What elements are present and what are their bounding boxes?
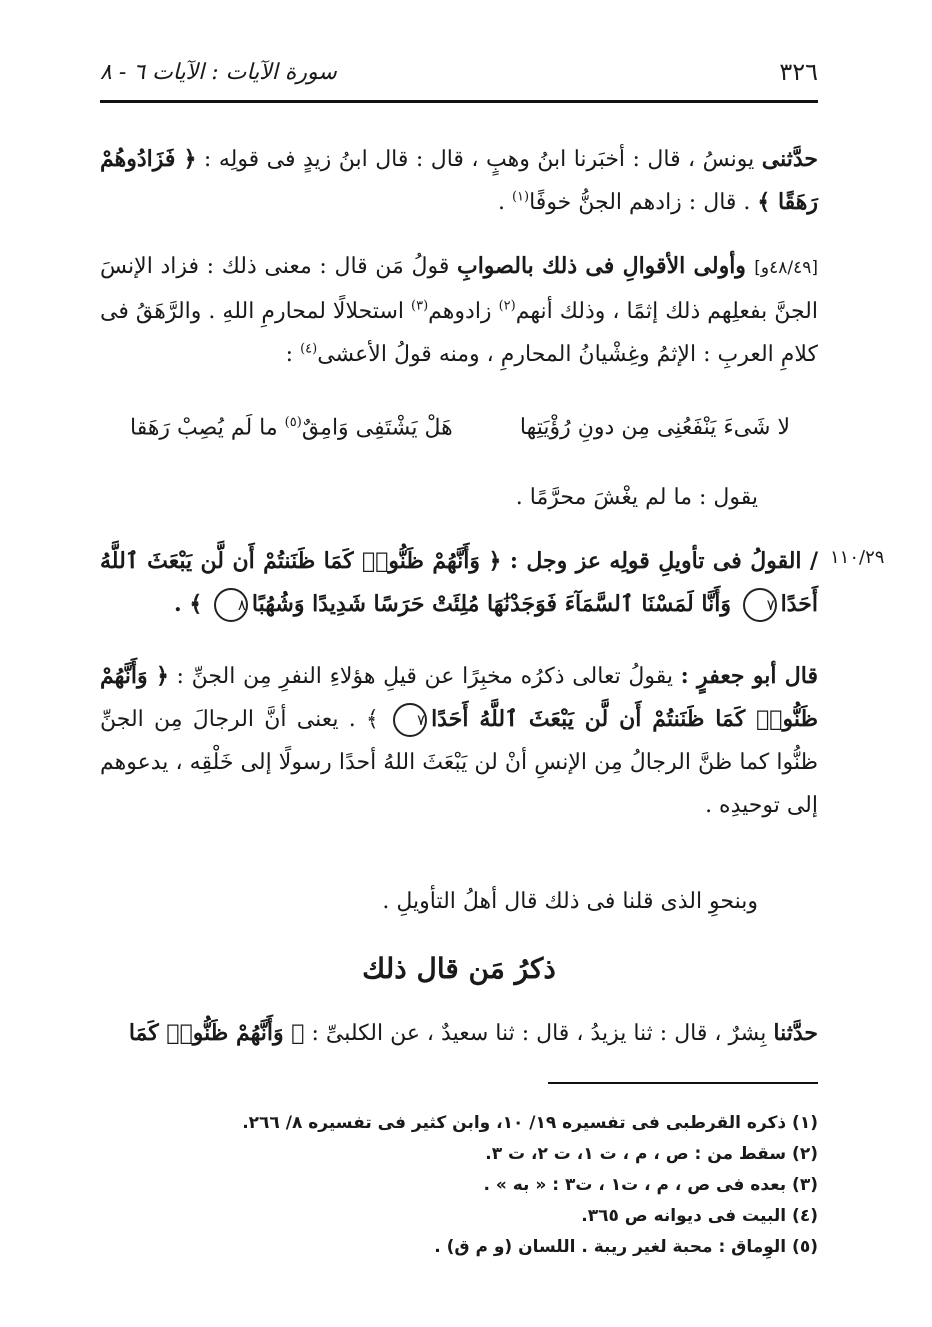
footnote-ref-3: (٣): [411, 298, 429, 314]
verse-number-7-ref: ٧: [393, 703, 427, 737]
paragraph-5: [100, 655, 818, 827]
p1-text: يونسُ ، قال : أخبَرنا ابنُ وهبٍ ، قال : قال ابنُ زيدٍ فى قولِه :: [196, 147, 762, 172]
p7-quran: ﴿ وَأَنَّهُمْ ظَنُّوا۟ كَمَا: [128, 1020, 305, 1046]
footnote-3: (٣) بعده فى ص ، م ، ت١ ، ت٣ : « به » .: [483, 1175, 818, 1195]
running-head: [100, 52, 818, 92]
p4-lead: / القولُ فى تأويلِ قولِه عز وجل :: [509, 548, 819, 574]
p1-lead: حدَّثنى: [761, 146, 819, 172]
verse-number-8: ٨: [214, 588, 248, 622]
verse-number-7: ٧: [743, 588, 777, 622]
paragraph-1: [100, 138, 818, 224]
page-number: ٣٢٦: [779, 58, 818, 86]
footnote-rule: [548, 1082, 818, 1084]
p1-quran: ﴿ فَزَادُوهُمْ رَهَقًا ﴾: [100, 146, 818, 215]
p2-lead: وأولى الأقوالِ فى ذلك بالصوابِ: [456, 253, 755, 279]
p2-text-3: استحلالًا لمحارمِ اللهِ . والرَّهَقُ فى كلامِ العربِ : الإثمُ وغِشْيانُ المحارمِ ، ومنه قولُ الأعشى: [100, 299, 818, 367]
footnote-2: (٢) سقط من : ص ، م ، ت ١، ت ٢، ت ٣.: [485, 1144, 818, 1164]
margin-reference: ١١٠/٢٩: [830, 547, 885, 568]
p7-text: بِشرٌ ، قال : ثنا يزيدُ ، قال : ثنا سعيدٌ ، عن الكلبىِّ :: [304, 1021, 774, 1046]
footnote-ref-4: (٤): [300, 341, 318, 357]
paragraph-3: [100, 476, 818, 519]
paragraph-4: [100, 540, 818, 626]
p4-end: ﴾ .: [174, 591, 210, 617]
footnote-1: (١) ذكره القرطبى فى تفسيره ١٩/ ١٠، وابن كثير فى تفسيره ٨/ ٢٦٦.: [242, 1113, 818, 1133]
paragraph-7: [100, 1012, 818, 1055]
verse-2-pre: هَلْ يَشْتَفِى وَامِقٌ: [301, 415, 453, 441]
footnote-ref-2: (٢): [498, 298, 516, 314]
footnote-4: (٤) البيت فى ديوانه ص ٣٦٥.: [581, 1206, 818, 1226]
footnote-ref-1: (١): [511, 189, 530, 205]
footnote-5: (٥) الوِماق : محبة لغير ريبة . اللسان (و م ق) .: [434, 1237, 818, 1257]
p1-end: .: [497, 190, 512, 215]
section-heading: ذكرُ مَن قال ذلك: [362, 952, 556, 985]
p2-text-2: زادوهم: [428, 299, 499, 324]
p2-text-1: قولُ مَن قال : معنى ذلك : فزاد الإنسَ الجنَّ بفعلِهم ذلك إثمًا ، وذلك أنهم: [100, 254, 818, 324]
p5-text-2: ﴾ . يعنى أنَّ الرجالَ مِن الجنِّ ظنُّوا كما ظنَّ الرجالُ مِن الإنسِ أنْ لن يَبْعَثَ اللهُ أحدًا رسولًا إلى خَلْقِه ، يدعوهم إلى توحيدِه .: [100, 707, 818, 818]
p1-tail: . قال : زادهم الجنُّ خوفًا: [529, 190, 758, 215]
p5-text-1: يقولُ تعالى ذكرُه مخبِرًا عن قيلِ هؤلاءِ النفرِ مِن الجنِّ :: [168, 664, 681, 689]
footnote-ref-5: (٥): [284, 415, 302, 430]
verse-hemistich-2: [130, 415, 453, 459]
p4-quran-2: وَأَنَّا لَمَسْنَا ٱلسَّمَآءَ فَوَجَدْنَٰهَا مُلِئَتْ حَرَسًا شَدِيدًا وَشُهُبًا: [251, 591, 739, 617]
p5-lead: قال أبو جعفرٍ :: [680, 663, 818, 689]
p5-quran: ﴿ وَأَنَّهُمْ ظَنُّوا۟ كَمَا ظَنَنتُمْ أَن لَّن يَبْعَثَ ٱللَّهُ أَحَدًا: [100, 663, 818, 732]
paragraph-6: [100, 880, 818, 923]
verse-hemistich-1: لا شَىءَ يَنْفَعُنِى مِن دونِ رُؤْيَتِها: [519, 415, 790, 440]
folio-marker: [٤٨/٤٩و]: [754, 258, 818, 278]
running-title: سورة الآيات : الآيات ٦ - ٨: [100, 59, 337, 85]
p3-text: يقول : ما لم يغْشَ محرَّمًا .: [515, 485, 758, 510]
p2-end: :: [285, 342, 301, 367]
header-rule: [100, 100, 818, 103]
verse-2-post: ما لَم يُصِبْ رَهَقا: [130, 415, 285, 441]
p7-lead: حدَّثنا: [773, 1020, 818, 1046]
footnotes: [100, 1108, 818, 1263]
p6-text: وبنحوِ الذى قلنا فى ذلك قال أهلُ التأويلِ .: [382, 889, 758, 914]
p4-quran-1: ﴿ وَأَنَّهُمْ ظَنُّوا۟ كَمَا ظَنَنتُمْ أَن لَّن يَبْعَثَ ٱللَّهُ أَحَدًا: [100, 548, 818, 617]
poetry-verse: [130, 415, 790, 459]
paragraph-2: [100, 245, 818, 376]
